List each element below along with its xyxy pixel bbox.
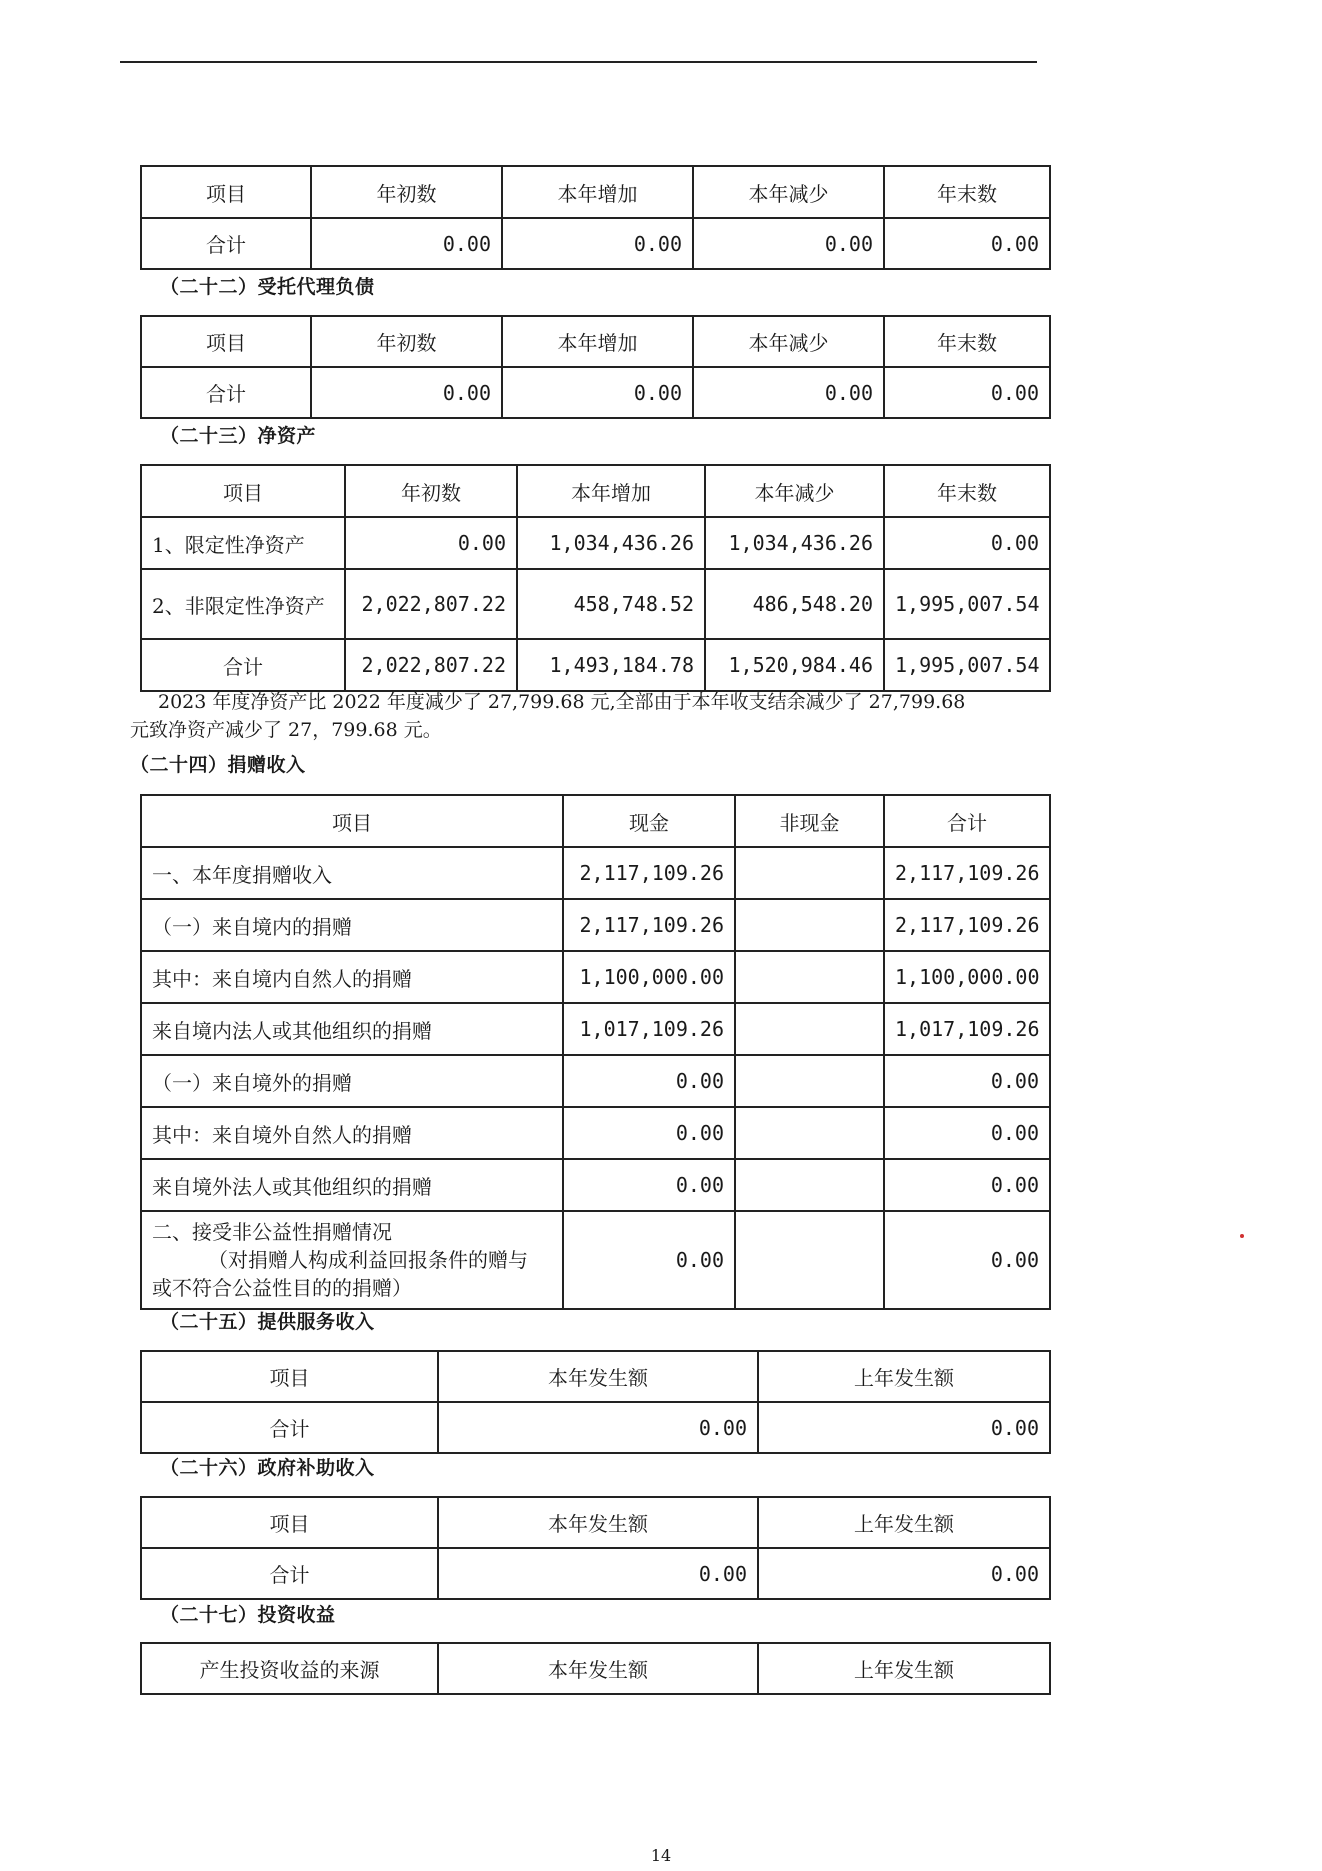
row-label: 合计 <box>141 367 311 418</box>
col-header-noncash: 非现金 <box>735 795 884 847</box>
table-row <box>141 1548 1050 1599</box>
cell-value: 2,117,109.26 <box>884 899 1050 951</box>
col-header-increase: 本年增加 <box>502 166 693 218</box>
row-label: （一）来自境内的捐赠 <box>141 899 563 951</box>
net-assets-note <box>130 688 1040 744</box>
cell-value: 2,022,807.22 <box>345 639 517 691</box>
cell-value: 0.00 <box>884 1107 1050 1159</box>
row-label: （一）来自境外的捐赠 <box>141 1055 563 1107</box>
note-line: 2023 年度净资产比 2022 年度减少了 27,799.68 元,全部由于本年收支结余减少了 27,799.68 <box>158 691 966 713</box>
table-row-total <box>141 639 1050 691</box>
cell-value: 1,520,984.46 <box>705 639 884 691</box>
col-header-end: 年末数 <box>884 166 1050 218</box>
cell-value: 458,748.52 <box>517 569 705 639</box>
cell-value: 1,017,109.26 <box>563 1003 735 1055</box>
col-header-item: 项目 <box>141 1351 438 1402</box>
cell-value: 2,117,109.26 <box>563 899 735 951</box>
table-entrusted-liabilities <box>140 315 1051 419</box>
cell-value <box>735 1107 884 1159</box>
note-line: 元致净资产减少了 27，799.68 元。 <box>130 719 442 741</box>
col-header-begin: 年初数 <box>345 465 517 517</box>
row-label: 2、非限定性净资产 <box>141 569 345 639</box>
table-header-row <box>141 1643 1050 1694</box>
cell-value: 0.00 <box>502 367 693 418</box>
col-header-increase: 本年增加 <box>517 465 705 517</box>
col-header-item: 项目 <box>141 465 345 517</box>
row-label-multiline <box>141 1211 563 1309</box>
cell-value: 1,017,109.26 <box>884 1003 1050 1055</box>
cell-value: 0.00 <box>884 1055 1050 1107</box>
col-header-decrease: 本年减少 <box>693 166 884 218</box>
row-label: 来自境外法人或其他组织的捐赠 <box>141 1159 563 1211</box>
table-row <box>141 899 1050 951</box>
cell-value: 0.00 <box>693 367 884 418</box>
row-label: 一、本年度捐赠收入 <box>141 847 563 899</box>
table-top <box>140 165 1051 270</box>
cell-value: 0.00 <box>884 218 1050 269</box>
col-header-item: 项目 <box>141 1497 438 1548</box>
row-label: 其中：来自境外自然人的捐赠 <box>141 1107 563 1159</box>
col-header-source: 产生投资收益的来源 <box>141 1643 438 1694</box>
cell-value: 0.00 <box>758 1548 1050 1599</box>
col-header-current: 本年发生额 <box>438 1643 758 1694</box>
cell-value: 2,117,109.26 <box>884 847 1050 899</box>
section-title-25: （二十五）提供服务收入 <box>160 1311 375 1333</box>
col-header-current: 本年发生额 <box>438 1351 758 1402</box>
cell-value: 1,100,000.00 <box>884 951 1050 1003</box>
cell-value: 0.00 <box>884 367 1050 418</box>
table-header-row <box>141 465 1050 517</box>
cell-value <box>735 951 884 1003</box>
cell-value: 0.00 <box>345 517 517 569</box>
cell-value: 0.00 <box>693 218 884 269</box>
table-row <box>141 1055 1050 1107</box>
cell-value: 0.00 <box>563 1107 735 1159</box>
cell-value <box>735 1159 884 1211</box>
col-header-prior: 上年发生额 <box>758 1643 1050 1694</box>
col-header-begin: 年初数 <box>311 316 502 367</box>
cell-value <box>735 1211 884 1309</box>
table-row <box>141 847 1050 899</box>
col-header-prior: 上年发生额 <box>758 1351 1050 1402</box>
cell-value: 1,100,000.00 <box>563 951 735 1003</box>
row-label: 其中：来自境内自然人的捐赠 <box>141 951 563 1003</box>
cell-value: 0.00 <box>884 517 1050 569</box>
row-label: 合计 <box>141 639 345 691</box>
scan-mark <box>1240 1234 1244 1238</box>
table-net-assets <box>140 464 1051 692</box>
cell-value: 486,548.20 <box>705 569 884 639</box>
cell-value <box>735 847 884 899</box>
col-header-begin: 年初数 <box>311 166 502 218</box>
col-header-end: 年末数 <box>884 316 1050 367</box>
col-header-total: 合计 <box>884 795 1050 847</box>
header-rule <box>120 61 1037 63</box>
col-header-increase: 本年增加 <box>502 316 693 367</box>
section-title-23: （二十三）净资产 <box>160 425 317 447</box>
row-label: 1、限定性净资产 <box>141 517 345 569</box>
col-header-prior: 上年发生额 <box>758 1497 1050 1548</box>
table-investment-income <box>140 1642 1051 1695</box>
table-row <box>141 218 1050 269</box>
table-row-nonpublic <box>141 1211 1050 1309</box>
col-header-item: 项目 <box>141 166 311 218</box>
cell-value: 0.00 <box>758 1402 1050 1453</box>
cell-value: 0.00 <box>438 1402 758 1453</box>
cell-value: 0.00 <box>884 1211 1050 1309</box>
cell-value: 0.00 <box>311 367 502 418</box>
section-title-26: （二十六）政府补助收入 <box>160 1457 375 1479</box>
row-label: 来自境内法人或其他组织的捐赠 <box>141 1003 563 1055</box>
table-row <box>141 367 1050 418</box>
col-header-current: 本年发生额 <box>438 1497 758 1548</box>
col-header-end: 年末数 <box>884 465 1050 517</box>
row-label: 合计 <box>141 1548 438 1599</box>
section-title-24: （二十四）捐赠收入 <box>130 754 306 776</box>
cell-value: 0.00 <box>438 1548 758 1599</box>
col-header-item: 项目 <box>141 795 563 847</box>
cell-value <box>735 1003 884 1055</box>
label-line: （对捐赠人构成利益回报条件的赠与 <box>208 1248 528 1272</box>
table-row <box>141 1159 1050 1211</box>
col-header-decrease: 本年减少 <box>693 316 884 367</box>
cell-value: 1,493,184.78 <box>517 639 705 691</box>
cell-value: 2,022,807.22 <box>345 569 517 639</box>
section-title-27: （二十七）投资收益 <box>160 1604 336 1626</box>
table-service-income <box>140 1350 1051 1454</box>
table-row <box>141 951 1050 1003</box>
table-row <box>141 569 1050 639</box>
table-header-row <box>141 1351 1050 1402</box>
label-line: 或不符合公益性目的的捐赠） <box>152 1276 412 1300</box>
table-row <box>141 1402 1050 1453</box>
label-line: 二、接受非公益性捐赠情况 <box>152 1220 392 1244</box>
section-title-22: （二十二）受托代理负债 <box>160 276 375 298</box>
cell-value: 2,117,109.26 <box>563 847 735 899</box>
cell-value: 0.00 <box>563 1055 735 1107</box>
cell-value: 0.00 <box>563 1159 735 1211</box>
table-row <box>141 1003 1050 1055</box>
table-header-row <box>141 1497 1050 1548</box>
row-label: 合计 <box>141 218 311 269</box>
cell-value <box>735 899 884 951</box>
cell-value: 1,995,007.54 <box>884 639 1050 691</box>
cell-value: 1,034,436.26 <box>517 517 705 569</box>
cell-value: 0.00 <box>884 1159 1050 1211</box>
table-header-row <box>141 166 1050 218</box>
cell-value: 0.00 <box>311 218 502 269</box>
col-header-item: 项目 <box>141 316 311 367</box>
table-row <box>141 1107 1050 1159</box>
page-number: 14 <box>650 1846 672 1865</box>
cell-value: 1,034,436.26 <box>705 517 884 569</box>
table-donation-income <box>140 794 1051 1310</box>
table-row <box>141 517 1050 569</box>
row-label: 合计 <box>141 1402 438 1453</box>
table-header-row <box>141 316 1050 367</box>
cell-value: 0.00 <box>502 218 693 269</box>
cell-value: 0.00 <box>563 1211 735 1309</box>
table-government-subsidy <box>140 1496 1051 1600</box>
cell-value: 1,995,007.54 <box>884 569 1050 639</box>
table-header-row <box>141 795 1050 847</box>
col-header-cash: 现金 <box>563 795 735 847</box>
cell-value <box>735 1055 884 1107</box>
col-header-decrease: 本年减少 <box>705 465 884 517</box>
